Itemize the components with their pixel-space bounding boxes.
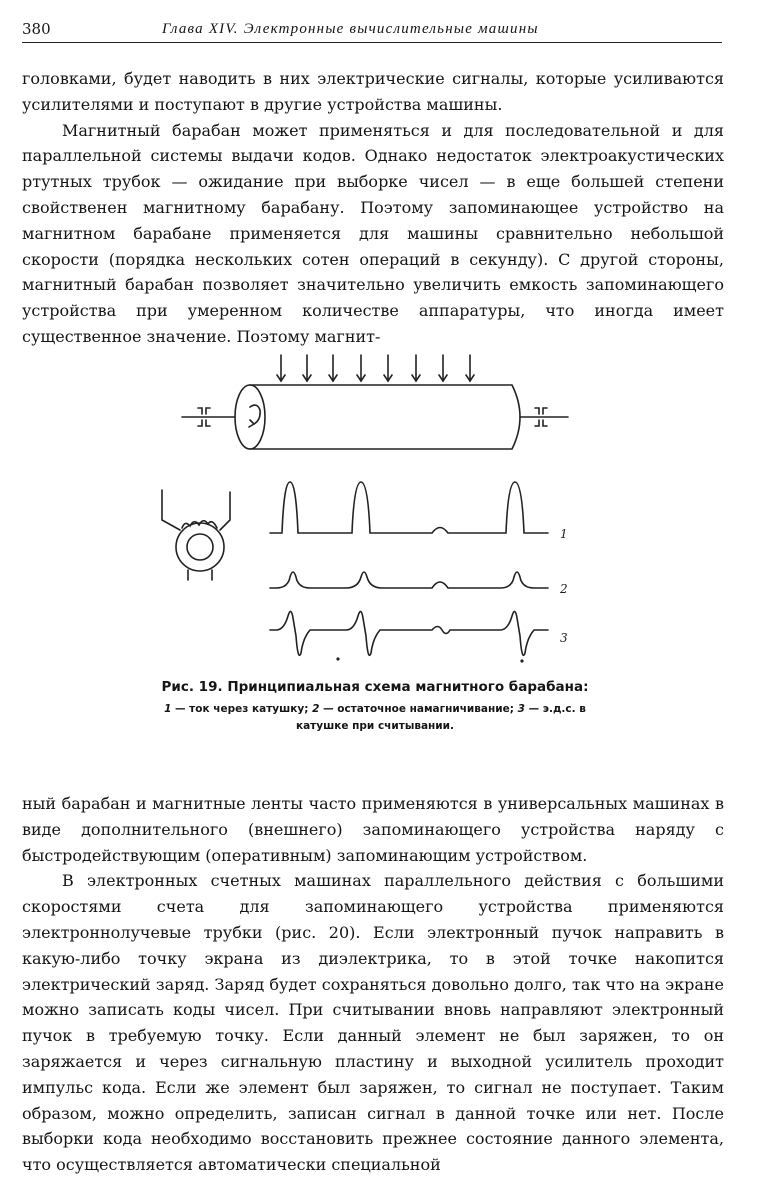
drum-cylinder — [235, 385, 520, 449]
curve-coil-current — [270, 482, 548, 533]
curve-label-3: 3 — [560, 631, 568, 645]
curve-label-1: 1 — [560, 527, 568, 541]
page-number: 380 — [22, 20, 51, 38]
running-header — [22, 18, 722, 43]
figure-caption — [160, 678, 590, 735]
legend-number-1: 1 — [164, 703, 172, 715]
legend-text-1: — ток через катушку; — [175, 703, 309, 715]
top-text-block — [22, 66, 724, 350]
curve-label-2: 2 — [560, 582, 568, 596]
paragraph-magnetic-drum: Магнитный барабан может применяться и для последовательной и для параллельной системы выдачи кодов. Однако недостаток электроакустических ртутных трубок — ожидание при выборке чисел — в еще большей степени свойственен магнитному барабану. Поэтому запоминающее устройство на магнитном барабане применяется для машины сравнительно небольшой скорости (порядка нескольких сотен операций в секунду). С другой стороны, магнитный барабан позволяет значительно увеличить емкость запоминающего устройства при умеренном количестве аппаратуры, что иногда имеет существенное значение. Поэтому магнит- — [22, 120, 724, 346]
drum-axle — [182, 408, 568, 426]
curve-read-emf — [270, 611, 548, 661]
paragraph-magnetic-tape: ный барабан и магнитные ленты часто применяются в универсальных машинах в виде дополнительного (внешнего) запоминающего устройства наряду с быстродействующим (оперативным) запоминающим устройством. — [22, 794, 724, 865]
paragraph-continuation: головками, будет наводить в них электрические сигналы, которые усиливаются усилителями и поступают в другие устройства машины. — [22, 69, 724, 114]
legend-number-3: 3 — [517, 703, 525, 715]
paragraph-crt-memory: В электронных счетных машинах параллельного действия с большими скоростями счета для запоминающего устройства применяются электроннолучевые трубки (рис. 20). Если электронный пучок направить в какую-либо точку экрана из диэлектрика, то в этой точке накопится электрический заряд. Заряд будет сохраняться довольно долго, так что на экране можно записать коды чисел. При считывании вновь направляют электронный пучок в требуемую точку. Если данный элемент не был заряжен, то он заряжается и через сигнальную пластину и выходной усилитель проходит импульс кода. Если же элемент был заряжен, то сигнал не поступает. Таким образом, можно определить, записан сигнал в данной точке или нет. После выборки кода необходимо восстановить прежнее состояние данного элемента, что осуществляется автоматически специальной — [22, 871, 724, 1175]
head-arrows — [277, 355, 474, 381]
magnetic-drum-figure — [150, 350, 590, 670]
curve-residual-magnetization — [270, 572, 548, 588]
magnetic-head-coil — [162, 490, 230, 580]
figure-legend — [160, 701, 590, 735]
bottom-text-block — [22, 791, 724, 1178]
figure-title: Принципиальная схема магнитного барабана: — [227, 679, 589, 695]
chapter-title: Глава XIV. Электронные вычислительные машины — [162, 21, 539, 37]
legend-number-2: 2 — [312, 703, 320, 715]
legend-text-2: — остаточное намагничивание; — [323, 703, 514, 715]
figure-number: Рис. 19. — [161, 679, 223, 695]
legend-text-3: — э.д.с. в катушке при считывании. — [295, 703, 586, 732]
